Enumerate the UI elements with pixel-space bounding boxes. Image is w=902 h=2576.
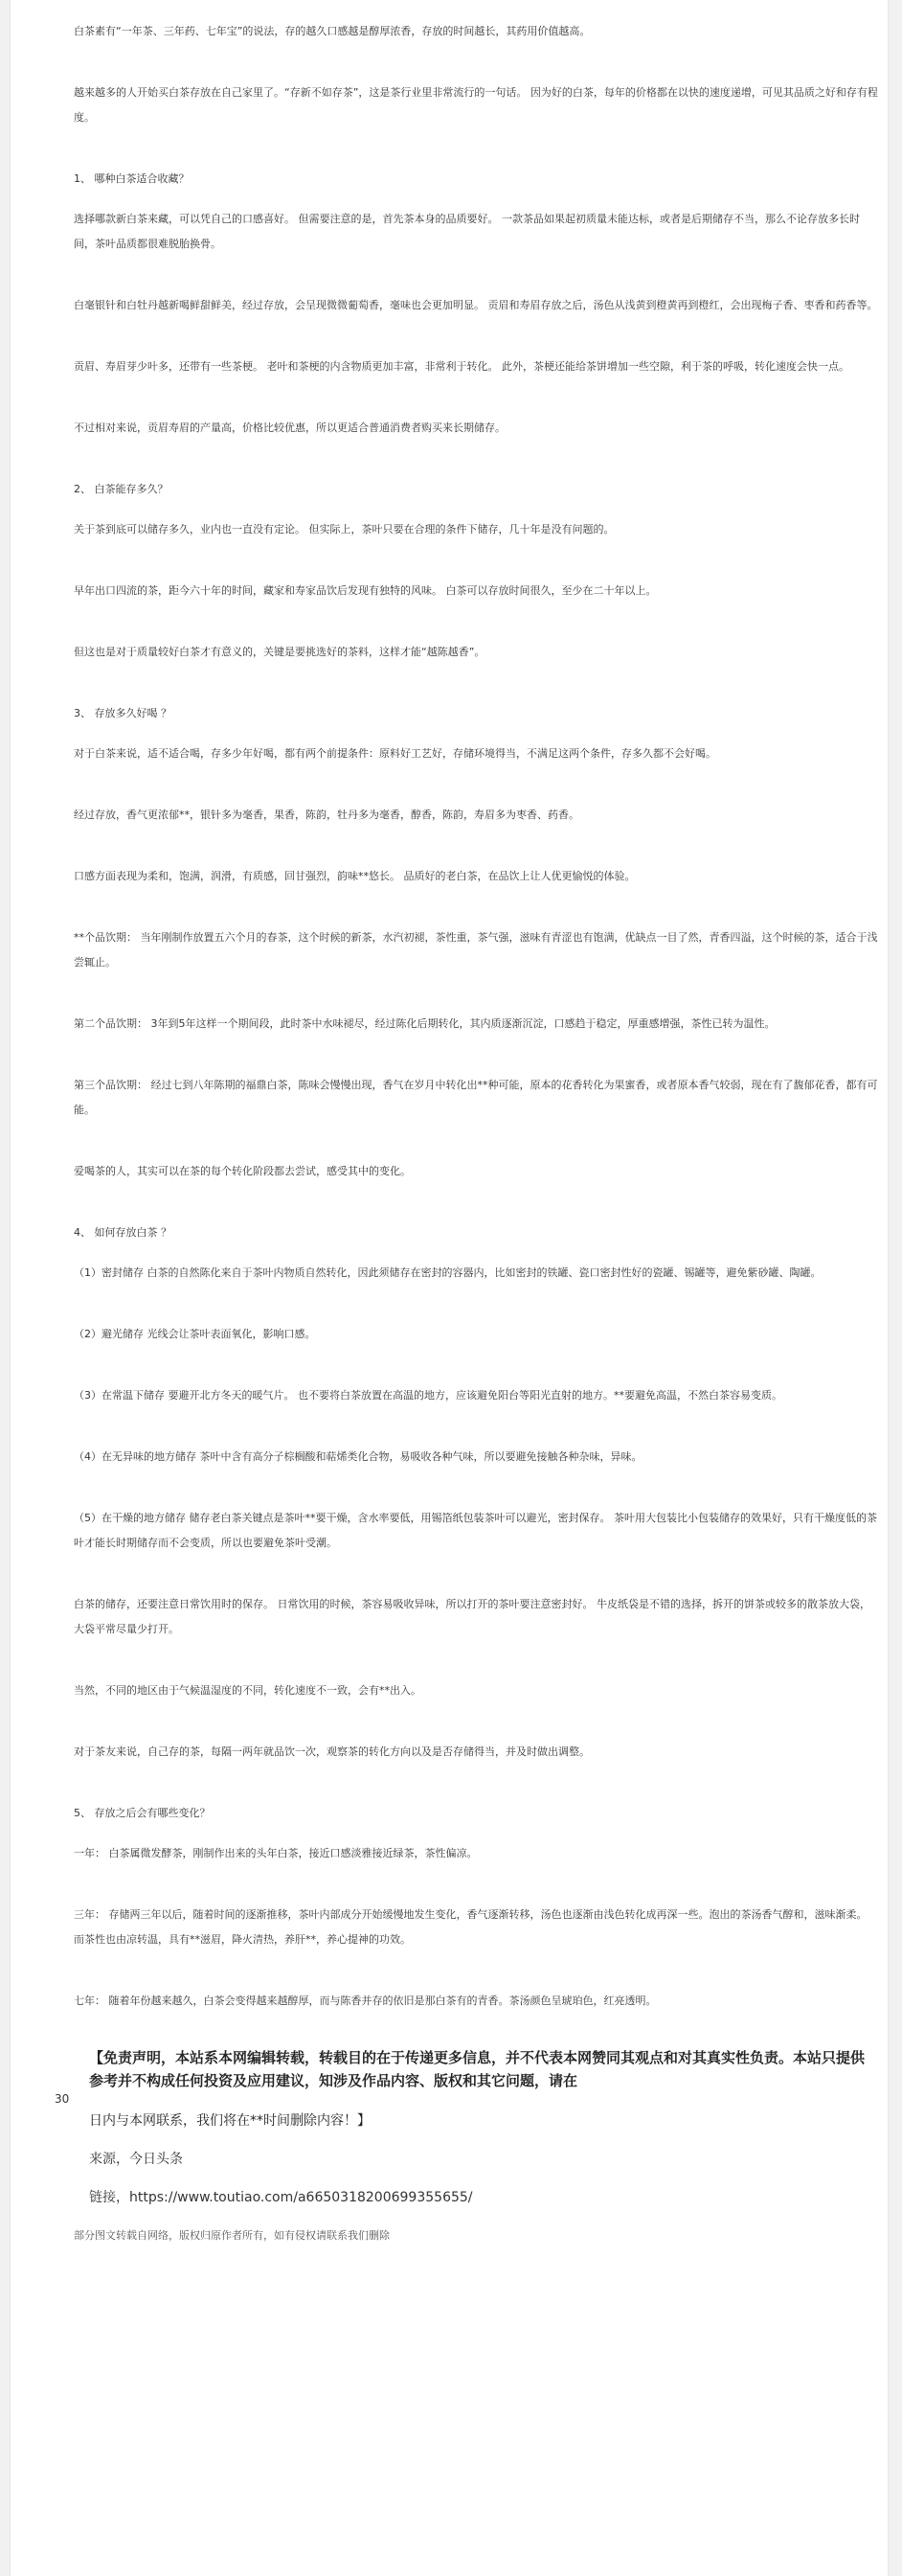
paragraph: 但这也是对于质量较好白茶才有意义的，关键是要挑选好的茶料，这样才能“越陈越香”。 xyxy=(74,646,485,658)
paragraph: 一年： 白茶属微发酵茶，刚制作出来的头年白茶，接近口感淡雅接近绿茶，茶性偏凉。 xyxy=(74,1847,478,1859)
paragraph: 对于白茶来说，适不适合喝，存多少年好喝，都有两个前提条件：原料好工艺好，存储环境得当，不满足这两个条件，存多久都不会好喝。 xyxy=(74,747,716,760)
article-body xyxy=(55,19,878,2245)
paragraph: 当然，不同的地区由于气候温湿度的不同，转化速度不一致，会有**出入。 xyxy=(74,1684,421,1697)
disclaimer-text: 【免责声明，本站系本网编辑转载，转载目的在于传递更多信息，并不代表本网赞同其观点和对其真实性负责。本站只提供参考并不构成任何投资及应用建议，知涉及作品内容、版权和其它问题，请在 xyxy=(89,2049,866,2089)
paragraph: 口感方面表现为柔和，饱满，润滑，有质感，回甘强烈，韵味**悠长。 品质好的老白茶，在品饮上让人优更愉悦的体验。 xyxy=(74,870,636,882)
section-heading: 5、 存放之后会有哪些变化？ xyxy=(74,1807,211,1819)
source-link[interactable]: 链接，https://www.toutiao.com/a6650318200699355655/ xyxy=(89,2190,473,2205)
paragraph: 经过存放，香气更浓郁**，银针多为毫香，果香，陈韵，牡丹多为毫香，醇香，陈韵，寿眉多为枣香、药香。 xyxy=(74,809,579,821)
paragraph: 白毫银针和白牡丹越新喝鲜甜鲜美，经过存放，会呈现微微葡萄香，毫味也会更加明显。 贡眉和寿眉存放之后，汤色从浅黄到橙黄再到橙红，会出现梅子香、枣香和药香等。 xyxy=(74,299,878,311)
source-line: 来源，今日头条 xyxy=(89,2152,183,2167)
paragraph: （3）在常温下储存 要避开北方冬天的暖气片。 也不要将白茶放置在高温的地方，应该避免阳台等阳光直射的地方。**要避免高温，不然白茶容易变质。 xyxy=(74,1389,782,1402)
disclaimer-block xyxy=(55,2046,878,2132)
disclaimer-number: 30 xyxy=(55,2092,70,2106)
paragraph: 选择哪款新白茶来藏，可以凭自己的口感喜好。 但需要注意的是，首先茶本身的品质要好。 一款茶品如果起初质量未能达标，或者是后期储存不当，那么不论存放多长时间，茶叶品质都很难脱胎换骨。 xyxy=(74,213,860,250)
paragraph: （1）密封储存 白茶的自然陈化来自于茶叶内物质自然转化，因此须储存在密封的容器内，比如密封的铁罐、瓷口密封性好的瓷罐、锡罐等，避免紫砂罐、陶罐。 xyxy=(74,1266,822,1279)
paragraph: 三年： 存储两三年以后，随着时间的逐渐推移，茶叶内部成分开始缓慢地发生变化，香气逐渐转移，汤色也逐渐由浅色转化成再深一些。泡出的茶汤香气醇和，滋味渐柔。 而茶性也由凉转温，具有**滋眉，降火清热，养肝**，养心提神的功效。 xyxy=(74,1908,870,1946)
paragraph-intro: 白茶素有“一年茶、三年药、七年宝”的说法，存的越久口感越是醇厚浓香，存放的时间越长，其药用价值越高。 xyxy=(74,25,591,37)
paragraph: 七年： 随着年份越来越久，白茶会变得越来越醇厚，而与陈香并存的依旧是那白茶有的青香。茶汤颜色呈琥珀色，红亮透明。 xyxy=(74,1995,657,2007)
paragraph: 越来越多的人开始买白茶存放在自己家里了。“存新不如存茶”，这是茶行业里非常流行的一句话。 因为好的白茶，每年的价格都在以快的速度递增，可见其品质之好和存有程度。 xyxy=(74,86,878,124)
section-heading: 1、 哪种白茶适合收藏？ xyxy=(74,172,190,185)
paragraph: 第三个品饮期： 经过七到八年陈期的福鼎白茶，陈味会慢慢出现，香气在岁月中转化出**种可能，原本的花香转化为果蜜香，或者原本香气较弱，现在有了馥郁花香，都有可能。 xyxy=(74,1079,878,1116)
section-heading: 4、 如何存放白茶 ？ xyxy=(74,1226,171,1239)
article-page xyxy=(10,0,889,2576)
paragraph: （5）在干燥的地方储存 储存老白茶关键点是茶叶**要干燥，含水率要低，用锡箔纸包装茶叶可以避光，密封保存。 茶叶用大包装比小包装储存的效果好，只有干燥度低的茶叶才能长时期储存而不会变质，所以也要避免茶叶受潮。 xyxy=(74,1512,877,1549)
section-heading: 2、 白茶能存多久？ xyxy=(74,483,169,495)
disclaimer-text-end: 日内与本网联系，我们将在**时间删除内容！】 xyxy=(89,2113,371,2129)
paragraph: 对于茶友来说，自己存的茶，每隔一两年就品饮一次，观察茶的转化方向以及是否存储得当，并及时做出调整。 xyxy=(74,1745,590,1758)
paragraph: 贡眉、寿眉芽少叶多，还带有一些茶梗。 老叶和茶梗的内含物质更加丰富，非常利于转化。 此外，茶梗还能给茶饼增加一些空隙，利于茶的呼吸，转化速度会快一点。 xyxy=(74,360,849,373)
paragraph: 早年出口四流的茶，距今六十年的时间，藏家和寿家品饮后发现有独特的风味。 白茶可以存放时间很久，至少在二十年以上。 xyxy=(74,584,657,597)
paragraph: 白茶的储存，还要注意日常饮用时的保存。 日常饮用的时候，茶容易吸收异味，所以打开的茶叶要注意密封好。 牛皮纸袋是不错的选择，拆开的饼茶或较多的散茶放大袋，大袋平常尽量少打开。 xyxy=(74,1598,870,1635)
paragraph: 不过相对来说，贡眉寿眉的产量高，价格比较优惠，所以更适合普通消费者购买来长期储存。 xyxy=(74,422,506,434)
section-heading: 3、 存放多久好喝 ？ xyxy=(74,707,171,719)
paragraph: 第二个品饮期： 3年到5年这样一个期间段，此时茶中水味褪尽，经过陈化后期转化，其内质逐渐沉淀，口感趋于稳定，厚重感增强，茶性已转为温性。 xyxy=(74,1017,776,1030)
paragraph: **个品饮期： 当年刚制作放置五六个月的春茶，这个时候的新茶，水汽初褪，茶性重，茶气强，滋味有青涩也有饱满，优缺点一目了然，青香四溢，这个时候的茶，适合于浅尝辄止。 xyxy=(74,931,878,969)
copyright-note: 部分图文转载自网络，版权归原作者所有，如有侵权请联系我们删除 xyxy=(74,2229,390,2242)
paragraph: （2）避光储存 光线会让茶叶表面氧化，影响口感。 xyxy=(74,1328,316,1340)
paragraph: 关于茶到底可以储存多久，业内也一直没有定论。 但实际上，茶叶只要在合理的条件下储存，几十年是没有问题的。 xyxy=(74,523,615,536)
paragraph: （4）在无异味的地方储存 茶叶中含有高分子棕榈酸和萜烯类化合物，易吸收各种气味，所以要避免接触各种杂味，异味。 xyxy=(74,1450,643,1463)
paragraph: 爱喝茶的人，其实可以在茶的每个转化阶段都去尝试，感受其中的变化。 xyxy=(74,1165,411,1177)
